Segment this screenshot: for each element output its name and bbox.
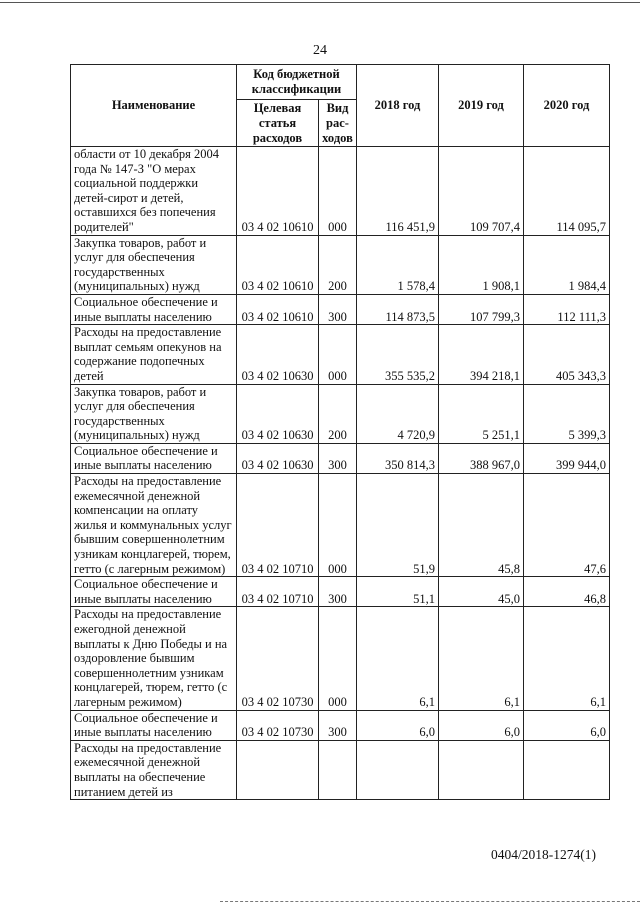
- row-code: 03 4 02 10630: [237, 325, 319, 384]
- header-year-2020: 2020 год: [524, 65, 610, 147]
- row-type: 000: [319, 607, 357, 710]
- row-value-2018: 114 873,5: [357, 294, 439, 324]
- row-value-2018: 116 451,9: [357, 147, 439, 236]
- header-year-2018: 2018 год: [357, 65, 439, 147]
- table-row: [71, 710, 610, 740]
- row-value-2019: [439, 740, 524, 799]
- row-type: 000: [319, 147, 357, 236]
- row-code: 03 4 02 10710: [237, 474, 319, 577]
- row-value-2018: 4 720,9: [357, 384, 439, 443]
- budget-table: [70, 64, 610, 800]
- row-value-2019: 109 707,4: [439, 147, 524, 236]
- row-type: 300: [319, 710, 357, 740]
- row-type: 300: [319, 577, 357, 607]
- row-value-2019: 5 251,1: [439, 384, 524, 443]
- row-type: [319, 740, 357, 799]
- row-value-2018: 6,1: [357, 607, 439, 710]
- row-code: 03 4 02 10610: [237, 147, 319, 236]
- row-value-2019: 6,0: [439, 710, 524, 740]
- table-row: [71, 147, 610, 236]
- header-target-article: Целевая статья расходов: [237, 100, 319, 147]
- row-type: 300: [319, 443, 357, 473]
- row-code: 03 4 02 10730: [237, 710, 319, 740]
- row-code: 03 4 02 10610: [237, 294, 319, 324]
- page-number: 24: [313, 43, 327, 58]
- row-value-2018: 355 535,2: [357, 325, 439, 384]
- row-type: 200: [319, 235, 357, 294]
- table-row: [71, 325, 610, 384]
- row-name: Расходы на предоставление выплат семьям опекунов на содержание подопечных детей: [71, 325, 237, 384]
- row-name: Закупка товаров, работ и услуг для обеспечения государственных (муниципальных) нужд: [71, 235, 237, 294]
- row-name: Социальное обеспечение и иные выплаты населению: [71, 577, 237, 607]
- row-value-2020: [524, 740, 610, 799]
- row-value-2020: 399 944,0: [524, 443, 610, 473]
- row-name: Социальное обеспечение и иные выплаты населению: [71, 294, 237, 324]
- row-name: Расходы на предоставление ежемесячной денежной выплаты на обеспечение питанием детей из: [71, 740, 237, 799]
- table-row: [71, 235, 610, 294]
- row-value-2018: 51,1: [357, 577, 439, 607]
- row-name: Закупка товаров, работ и услуг для обеспечения государственных (муниципальных) нужд: [71, 384, 237, 443]
- row-value-2019: 45,0: [439, 577, 524, 607]
- row-value-2020: 6,0: [524, 710, 610, 740]
- table-body: [71, 147, 610, 800]
- row-name: Социальное обеспечение и иные выплаты населению: [71, 443, 237, 473]
- header-expense-type: Вид рас-ходов: [319, 100, 357, 147]
- row-code: 03 4 02 10610: [237, 235, 319, 294]
- row-type: 300: [319, 294, 357, 324]
- row-value-2020: 47,6: [524, 474, 610, 577]
- header-year-2019: 2019 год: [439, 65, 524, 147]
- table-row: [71, 384, 610, 443]
- scan-edge-line: [220, 901, 640, 903]
- row-type: 000: [319, 474, 357, 577]
- row-value-2020: 405 343,3: [524, 325, 610, 384]
- table-header: [71, 65, 610, 147]
- row-code: 03 4 02 10710: [237, 577, 319, 607]
- row-value-2018: 1 578,4: [357, 235, 439, 294]
- row-value-2020: 114 095,7: [524, 147, 610, 236]
- row-value-2020: 6,1: [524, 607, 610, 710]
- row-value-2020: 5 399,3: [524, 384, 610, 443]
- row-value-2020: 1 984,4: [524, 235, 610, 294]
- row-type: 200: [319, 384, 357, 443]
- document-number: 0404/2018-1274(1): [491, 847, 596, 862]
- row-value-2019: 1 908,1: [439, 235, 524, 294]
- row-value-2018: 350 814,3: [357, 443, 439, 473]
- table-row: [71, 474, 610, 577]
- row-value-2019: 107 799,3: [439, 294, 524, 324]
- header-budget-code: Код бюджетной классификации: [237, 65, 357, 100]
- row-value-2018: 6,0: [357, 710, 439, 740]
- table-row: [71, 740, 610, 799]
- table-row: [71, 443, 610, 473]
- table-row: [71, 607, 610, 710]
- row-code: [237, 740, 319, 799]
- row-value-2019: 6,1: [439, 607, 524, 710]
- row-value-2019: 394 218,1: [439, 325, 524, 384]
- scan-edge-line: [0, 2, 640, 3]
- row-value-2018: [357, 740, 439, 799]
- row-value-2019: 388 967,0: [439, 443, 524, 473]
- row-code: 03 4 02 10630: [237, 384, 319, 443]
- row-code: 03 4 02 10630: [237, 443, 319, 473]
- row-name: Социальное обеспечение и иные выплаты населению: [71, 710, 237, 740]
- row-type: 000: [319, 325, 357, 384]
- row-value-2019: 45,8: [439, 474, 524, 577]
- row-value-2020: 112 111,3: [524, 294, 610, 324]
- row-value-2018: 51,9: [357, 474, 439, 577]
- row-value-2020: 46,8: [524, 577, 610, 607]
- row-name: Расходы на предоставление ежемесячной денежной компенсации на оплату жилья и коммунальных услуг бывшим совершеннолетним узникам концлагерей, тюрем, гетто (с лагерным режимом): [71, 474, 237, 577]
- table-row: [71, 294, 610, 324]
- row-name: области от 10 декабря 2004 года № 147-З "О мерах социальной поддержки детей-сирот и детей, оставшихся без попечения родителей": [71, 147, 237, 236]
- header-name: Наименование: [71, 65, 237, 147]
- row-code: 03 4 02 10730: [237, 607, 319, 710]
- row-name: Расходы на предоставление ежегодной денежной выплаты к Дню Победы и на оздоровление бывшим совершеннолетним узникам концлагерей, тюрем, гетто (с лагерным режимом): [71, 607, 237, 710]
- table-row: [71, 577, 610, 607]
